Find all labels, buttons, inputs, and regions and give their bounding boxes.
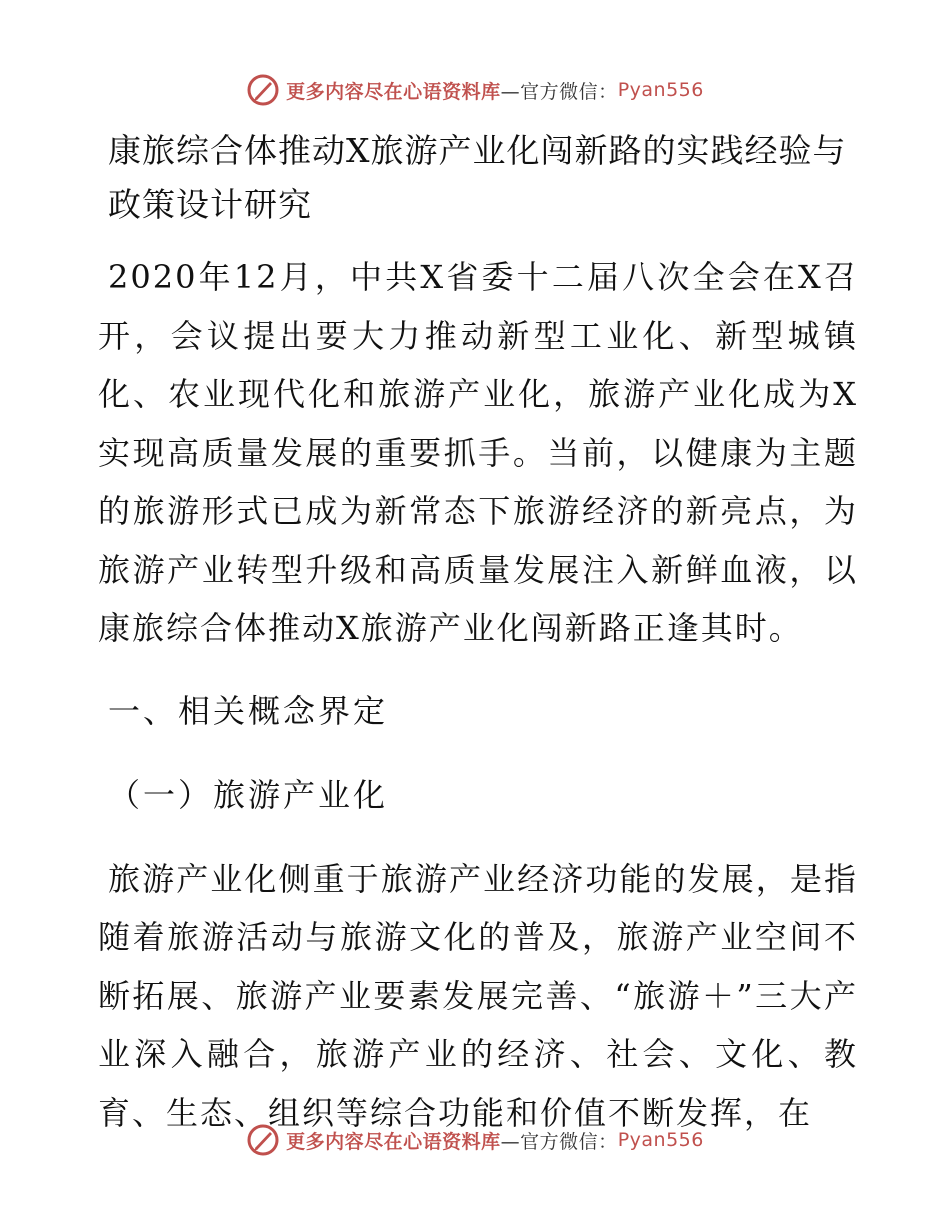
section-heading: 一、相关概念界定 — [108, 691, 389, 730]
document-title: 康旅综合体推动X旅游产业化闯新路的实践经验与政策设计研究 — [108, 131, 847, 224]
watermark-separator: —官方微信： — [500, 80, 618, 103]
footer-watermark — [0, 1120, 950, 1160]
quill-pen-circle-icon — [246, 1123, 280, 1157]
header-watermark — [0, 70, 950, 110]
subsection-heading: （一）旅游产业化 — [108, 775, 389, 814]
watermark-separator: —官方微信： — [500, 1130, 618, 1153]
quill-pen-circle-icon — [246, 73, 280, 107]
document-body — [98, 124, 858, 1166]
watermark-wechat-id: Pyan556 — [617, 79, 704, 101]
intro-paragraph: 2020年12月，中共X省委十二届八次全会在X召开，会议提出要大力推动新型工业化、新型城镇化、农业现代化和旅游产业化，旅游产业化成为X实现高质量发展的重要抓手。当前，以健康为主题的旅游形式已成为新常态下旅游经济的新亮点，为旅游产业转型升级和高质量发展注入新鲜血液，以康旅综合体推动X旅游产业化闯新路正逢其时。 — [98, 258, 858, 647]
watermark-site-text: 更多内容尽在心语资料库 — [286, 1130, 501, 1153]
watermark-site-text: 更多内容尽在心语资料库 — [286, 80, 501, 103]
subsection-paragraph: 旅游产业化侧重于旅游产业经济功能的发展，是指随着旅游活动与旅游文化的普及，旅游产业空间不断拓展、旅游产业要素发展完善、“旅游＋”三大产业深入融合，旅游产业的经济、社会、文化、教育、生态、组织等综合功能和价值不断发挥，在 — [98, 859, 858, 1132]
watermark-wechat-id: Pyan556 — [617, 1129, 704, 1151]
